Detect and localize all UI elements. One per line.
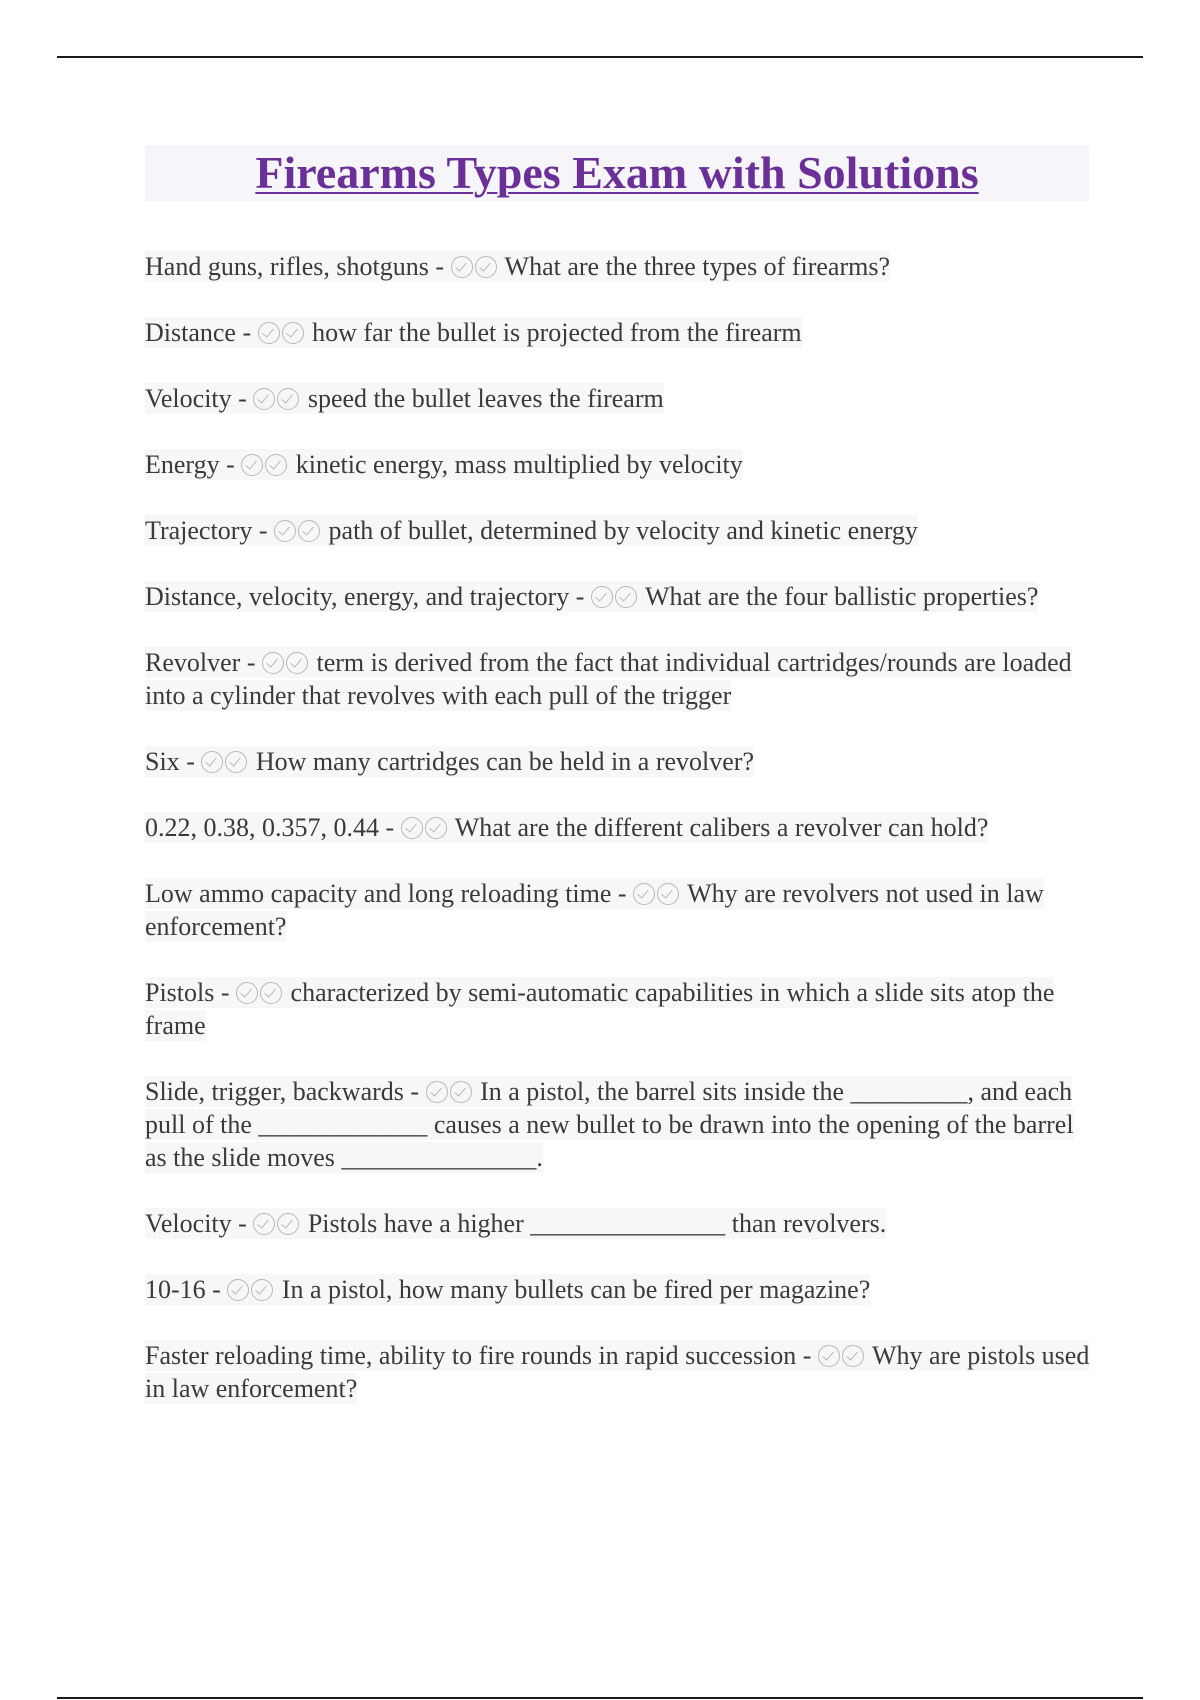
list-item: Six - How many cartridges can be held in a revolver? [145, 747, 754, 776]
question-text: What are the different calibers a revolver can hold? [454, 813, 989, 842]
title-band [145, 145, 1089, 201]
list-item: Pistols - characterized by semi-automatic capabilities in which a slide sits atop the frame [145, 978, 1055, 1040]
list-item: Velocity - speed the bullet leaves the firearm [145, 384, 664, 413]
answer-text: Low ammo capacity and long reloading time [145, 879, 612, 908]
double-check-icon [258, 318, 306, 347]
double-check-icon [818, 1341, 866, 1370]
list-item: Energy - kinetic energy, mass multiplied by velocity [145, 450, 743, 479]
question-text: how far the bullet is projected from the firearm [312, 318, 802, 347]
answer-text: Faster reloading time, ability to fire rounds in rapid succession [145, 1341, 797, 1370]
question-text: speed the bullet leaves the firearm [307, 384, 664, 413]
answer-text: Six [145, 747, 180, 776]
question-text: Why are revolvers not used in law enforcement? [145, 879, 1044, 941]
list-item: Distance, velocity, energy, and trajectory - What are the four ballistic properties? [145, 582, 1039, 611]
answer-text: Distance [145, 318, 236, 347]
answer-text: Distance, velocity, energy, and trajectory [145, 582, 570, 611]
answer-text: Hand guns, rifles, shotguns [145, 252, 429, 281]
list-item: Hand guns, rifles, shotguns - What are the three types of firearms? [145, 252, 890, 281]
answer-text: Revolver [145, 648, 241, 677]
double-check-icon [633, 879, 681, 908]
double-check-icon [401, 813, 449, 842]
answer-text: Velocity [145, 384, 232, 413]
top-rule [57, 56, 1143, 58]
question-text: How many cartridges can be held in a revolver? [255, 747, 754, 776]
question-text: Pistols have a higher _______________ than revolvers. [307, 1209, 887, 1238]
answer-text: Velocity [145, 1209, 232, 1238]
answer-text: 0.22, 0.38, 0.357, 0.44 [145, 813, 379, 842]
question-text: What are the three types of firearms? [504, 252, 890, 281]
double-check-icon [201, 747, 249, 776]
list-item: Trajectory - path of bullet, determined by velocity and kinetic energy [145, 516, 918, 545]
list-item: Distance - how far the bullet is projected from the firearm [145, 318, 802, 347]
double-check-icon [241, 450, 289, 479]
question-text: In a pistol, the barrel sits inside the _________, and each pull of the _____________ causes a new bullet to be drawn into the opening of the barrel as the slide moves _______________. [145, 1077, 1074, 1172]
answer-text: Slide, trigger, backwards [145, 1077, 404, 1106]
double-check-icon [236, 978, 284, 1007]
double-check-icon [227, 1275, 275, 1304]
double-check-icon [451, 252, 499, 281]
double-check-icon [253, 1209, 301, 1238]
list-item: Velocity - Pistols have a higher _______________ than revolvers. [145, 1209, 887, 1238]
double-check-icon [591, 582, 639, 611]
question-text: What are the four ballistic properties? [644, 582, 1039, 611]
answer-text: Energy [145, 450, 220, 479]
double-check-icon [426, 1077, 474, 1106]
bottom-rule [57, 1697, 1143, 1699]
list-item: Slide, trigger, backwards - In a pistol, the barrel sits inside the _________, and each pull of the _____________ causes a new bullet to be drawn into the opening of the barrel as the slide moves _______________. [145, 1077, 1074, 1172]
list-item: Faster reloading time, ability to fire rounds in rapid succession - Why are pistols used in law enforcement? [145, 1341, 1090, 1403]
question-text: kinetic energy, mass multiplied by velocity [295, 450, 743, 479]
answer-text: Trajectory [145, 516, 253, 545]
answer-text: Pistols [145, 978, 215, 1007]
list-item: 0.22, 0.38, 0.357, 0.44 - What are the different calibers a revolver can hold? [145, 813, 989, 842]
answer-text: 10-16 [145, 1275, 206, 1304]
list-item: Revolver - term is derived from the fact that individual cartridges/rounds are loaded into a cylinder that revolves with each pull of the trigger [145, 648, 1072, 710]
question-text: term is derived from the fact that individual cartridges/rounds are loaded into a cylinder that revolves with each pull of the trigger [145, 648, 1072, 710]
list-item: 10-16 - In a pistol, how many bullets can be fired per magazine? [145, 1275, 871, 1304]
question-text: In a pistol, how many bullets can be fired per magazine? [281, 1275, 871, 1304]
question-text: path of bullet, determined by velocity and kinetic energy [328, 516, 918, 545]
double-check-icon [262, 648, 310, 677]
double-check-icon [253, 384, 301, 413]
double-check-icon [274, 516, 322, 545]
list-item: Low ammo capacity and long reloading time - Why are revolvers not used in law enforcement? [145, 879, 1044, 941]
qa-list [145, 250, 1090, 1438]
question-text: characterized by semi-automatic capabilities in which a slide sits atop the frame [145, 978, 1055, 1040]
question-text: Why are pistols used in law enforcement? [145, 1341, 1090, 1403]
page-title: Firearms Types Exam with Solutions [255, 147, 979, 198]
